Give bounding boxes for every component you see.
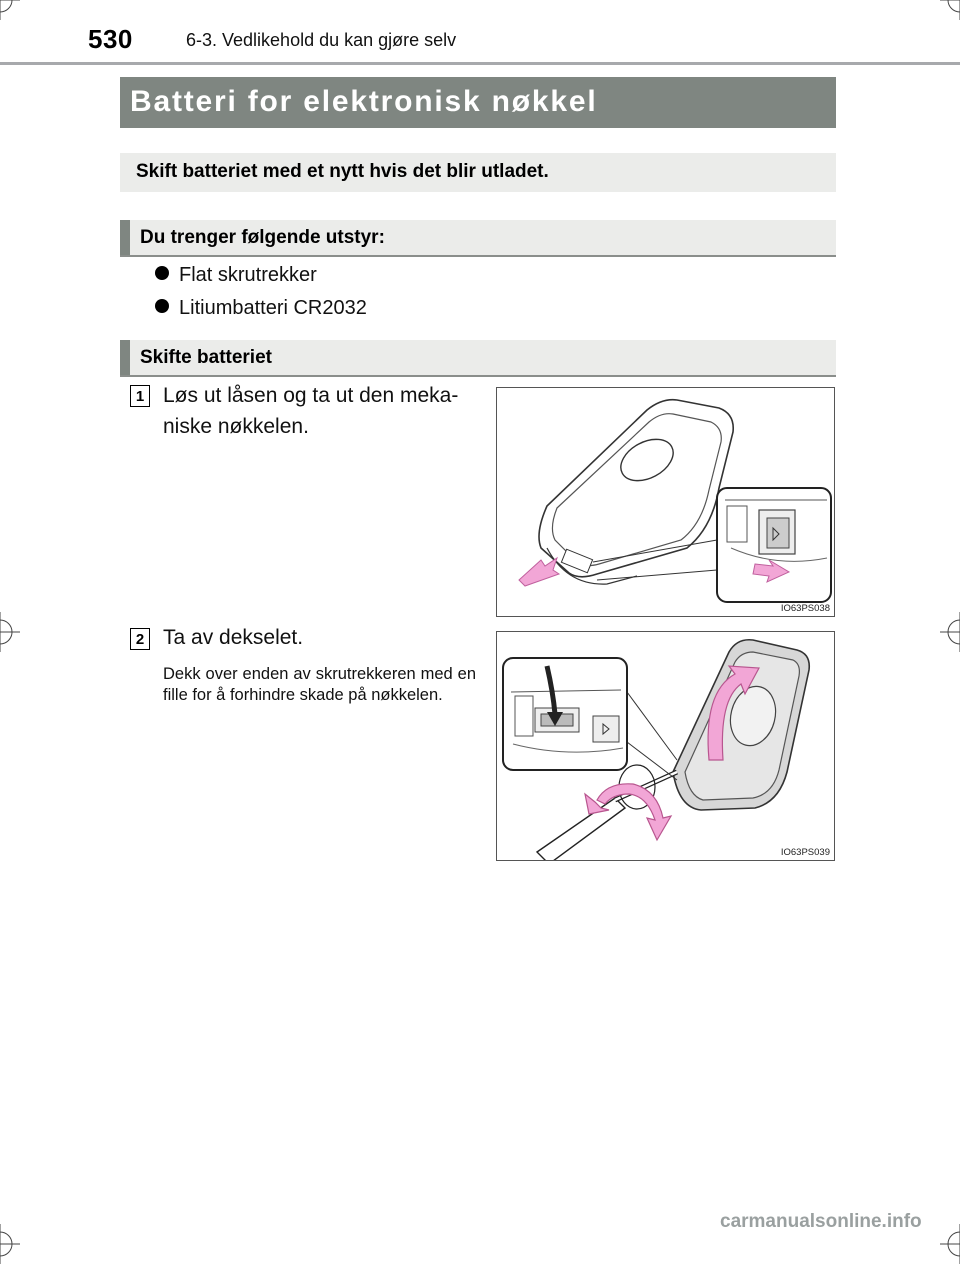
figure-key-release <box>496 387 835 617</box>
registration-mark-icon <box>0 612 20 652</box>
registration-mark-icon <box>940 1224 960 1264</box>
step-number: 1 <box>130 385 150 407</box>
replace-heading-box <box>120 340 836 377</box>
figure-code: IO63PS039 <box>780 847 830 858</box>
equipment-heading-box <box>120 220 836 257</box>
registration-mark-icon <box>940 612 960 652</box>
page-number: 530 <box>88 24 133 54</box>
step-number: 2 <box>130 628 150 650</box>
step-note: Dekk over enden av skrutrekkeren med en fille for å forhindre skade på nøkkelen. <box>163 665 476 704</box>
header-divider <box>0 62 960 65</box>
registration-mark-icon <box>0 0 20 20</box>
intro-box <box>120 153 836 192</box>
intro-text: Skift batteriet med et nytt hvis det blir utladet. <box>136 161 549 182</box>
registration-mark-icon <box>940 0 960 20</box>
key-fob-illustration <box>497 388 835 617</box>
equipment-heading: Du trenger følgende utstyr: <box>140 227 385 248</box>
step-text: Ta av dekselet. <box>163 626 304 649</box>
list-item: Litiumbatteri CR2032 <box>155 297 367 320</box>
watermark[interactable]: carmanualsonline.info <box>720 1211 922 1232</box>
bullet-dot-icon <box>155 299 169 313</box>
replace-heading: Skifte batteriet <box>140 347 272 368</box>
registration-mark-icon <box>0 1224 20 1264</box>
arrow-icon <box>519 558 559 586</box>
section-title-banner <box>120 77 836 128</box>
list-item: Flat skrutrekker <box>155 264 317 287</box>
figure-code: IO63PS038 <box>780 603 830 614</box>
step-text: Løs ut låsen og ta ut den meka- niske nøkkelen. <box>163 384 459 438</box>
figure-remove-cover <box>496 631 835 861</box>
chapter-title: 6-3. Vedlikehold du kan gjøre selv <box>186 30 457 50</box>
page-title: Batteri for elektronisk nøkkel <box>130 85 598 118</box>
cover-removal-illustration <box>497 632 835 861</box>
bullet-dot-icon <box>155 266 169 280</box>
